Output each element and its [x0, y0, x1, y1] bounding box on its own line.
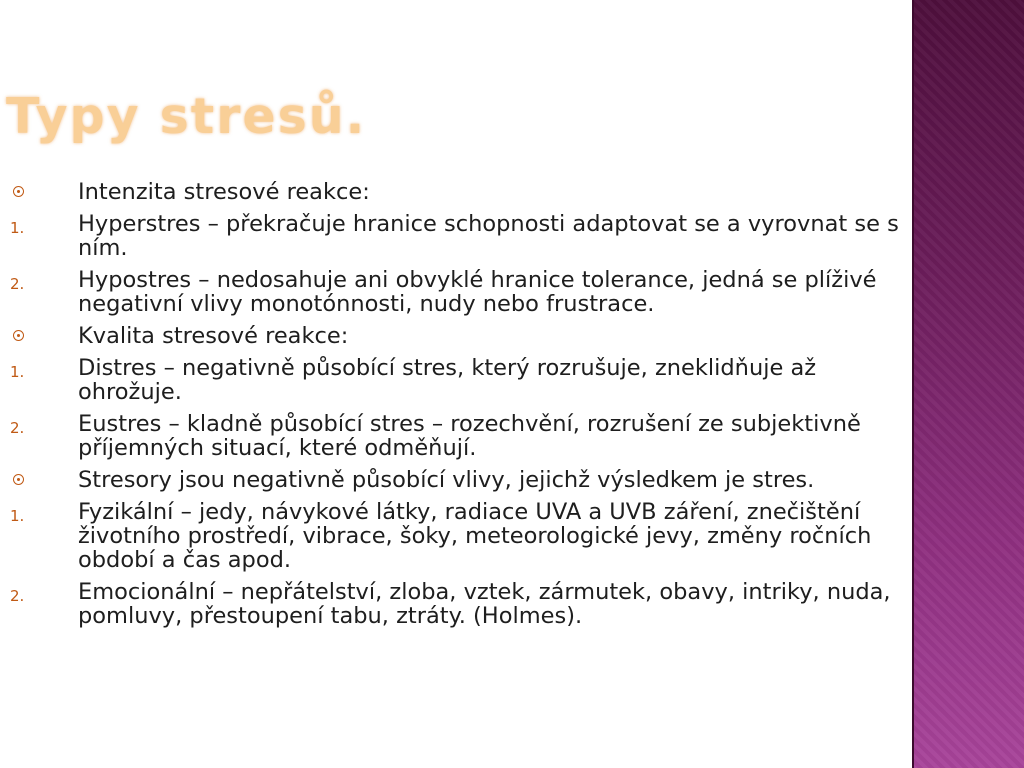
- numbered-item: [10, 268, 908, 316]
- numbered-item: [10, 412, 908, 460]
- item-number: 1.: [10, 363, 25, 381]
- bullet-text: Kvalita stresové reakce:: [78, 323, 349, 349]
- item-number: 2.: [10, 587, 25, 605]
- numbered-item: [10, 580, 908, 628]
- item-text: Hypostres – nedosahuje ani obvyklé hranice tolerance, jedná se plíživé negativní vlivy monotónnosti, nudy nebo frustrace.: [78, 267, 877, 317]
- bullet-text: Intenzita stresové reakce:: [78, 179, 370, 205]
- bullet-item: [10, 180, 908, 204]
- item-number: 1.: [10, 507, 25, 525]
- circle-bullet-icon: [13, 330, 24, 341]
- slide-title: Typy stresů.: [6, 88, 367, 145]
- numbered-item: [10, 212, 908, 260]
- item-text: Hyperstres – překračuje hranice schopnosti adaptovat se a vyrovnat se s ním.: [78, 211, 899, 261]
- item-number: 2.: [10, 419, 25, 437]
- item-text: Distres – negativně působící stres, který rozrušuje, zneklidňuje až ohrožuje.: [78, 355, 817, 405]
- side-bar-edge: [912, 0, 914, 768]
- bullet-item: [10, 324, 908, 348]
- item-text: Emocionální – nepřátelství, zloba, vztek, zármutek, obavy, intriky, nuda, pomluvy, přestoupení tabu, ztráty. (Holmes).: [78, 579, 891, 629]
- numbered-item: [10, 500, 908, 572]
- circle-bullet-icon: [13, 186, 24, 197]
- bullet-item: [10, 468, 908, 492]
- item-number: 1.: [10, 219, 25, 237]
- item-text: Eustres – kladně působící stres – rozechvění, rozrušení ze subjektivně příjemných situací, které odměňují.: [78, 411, 861, 461]
- item-number: 2.: [10, 275, 25, 293]
- decorative-side-bar: [912, 0, 1024, 768]
- bullet-list: [10, 180, 908, 636]
- numbered-item: [10, 356, 908, 404]
- circle-bullet-icon: [13, 474, 24, 485]
- bullet-text: Stresory jsou negativně působící vlivy, jejichž výsledkem je stres.: [78, 467, 815, 493]
- item-text: Fyzikální – jedy, návykové látky, radiace UVA a UVB záření, znečištění životního prostředí, vibrace, šoky, meteorologické jevy, změny ročních období a čas apod.: [78, 499, 872, 573]
